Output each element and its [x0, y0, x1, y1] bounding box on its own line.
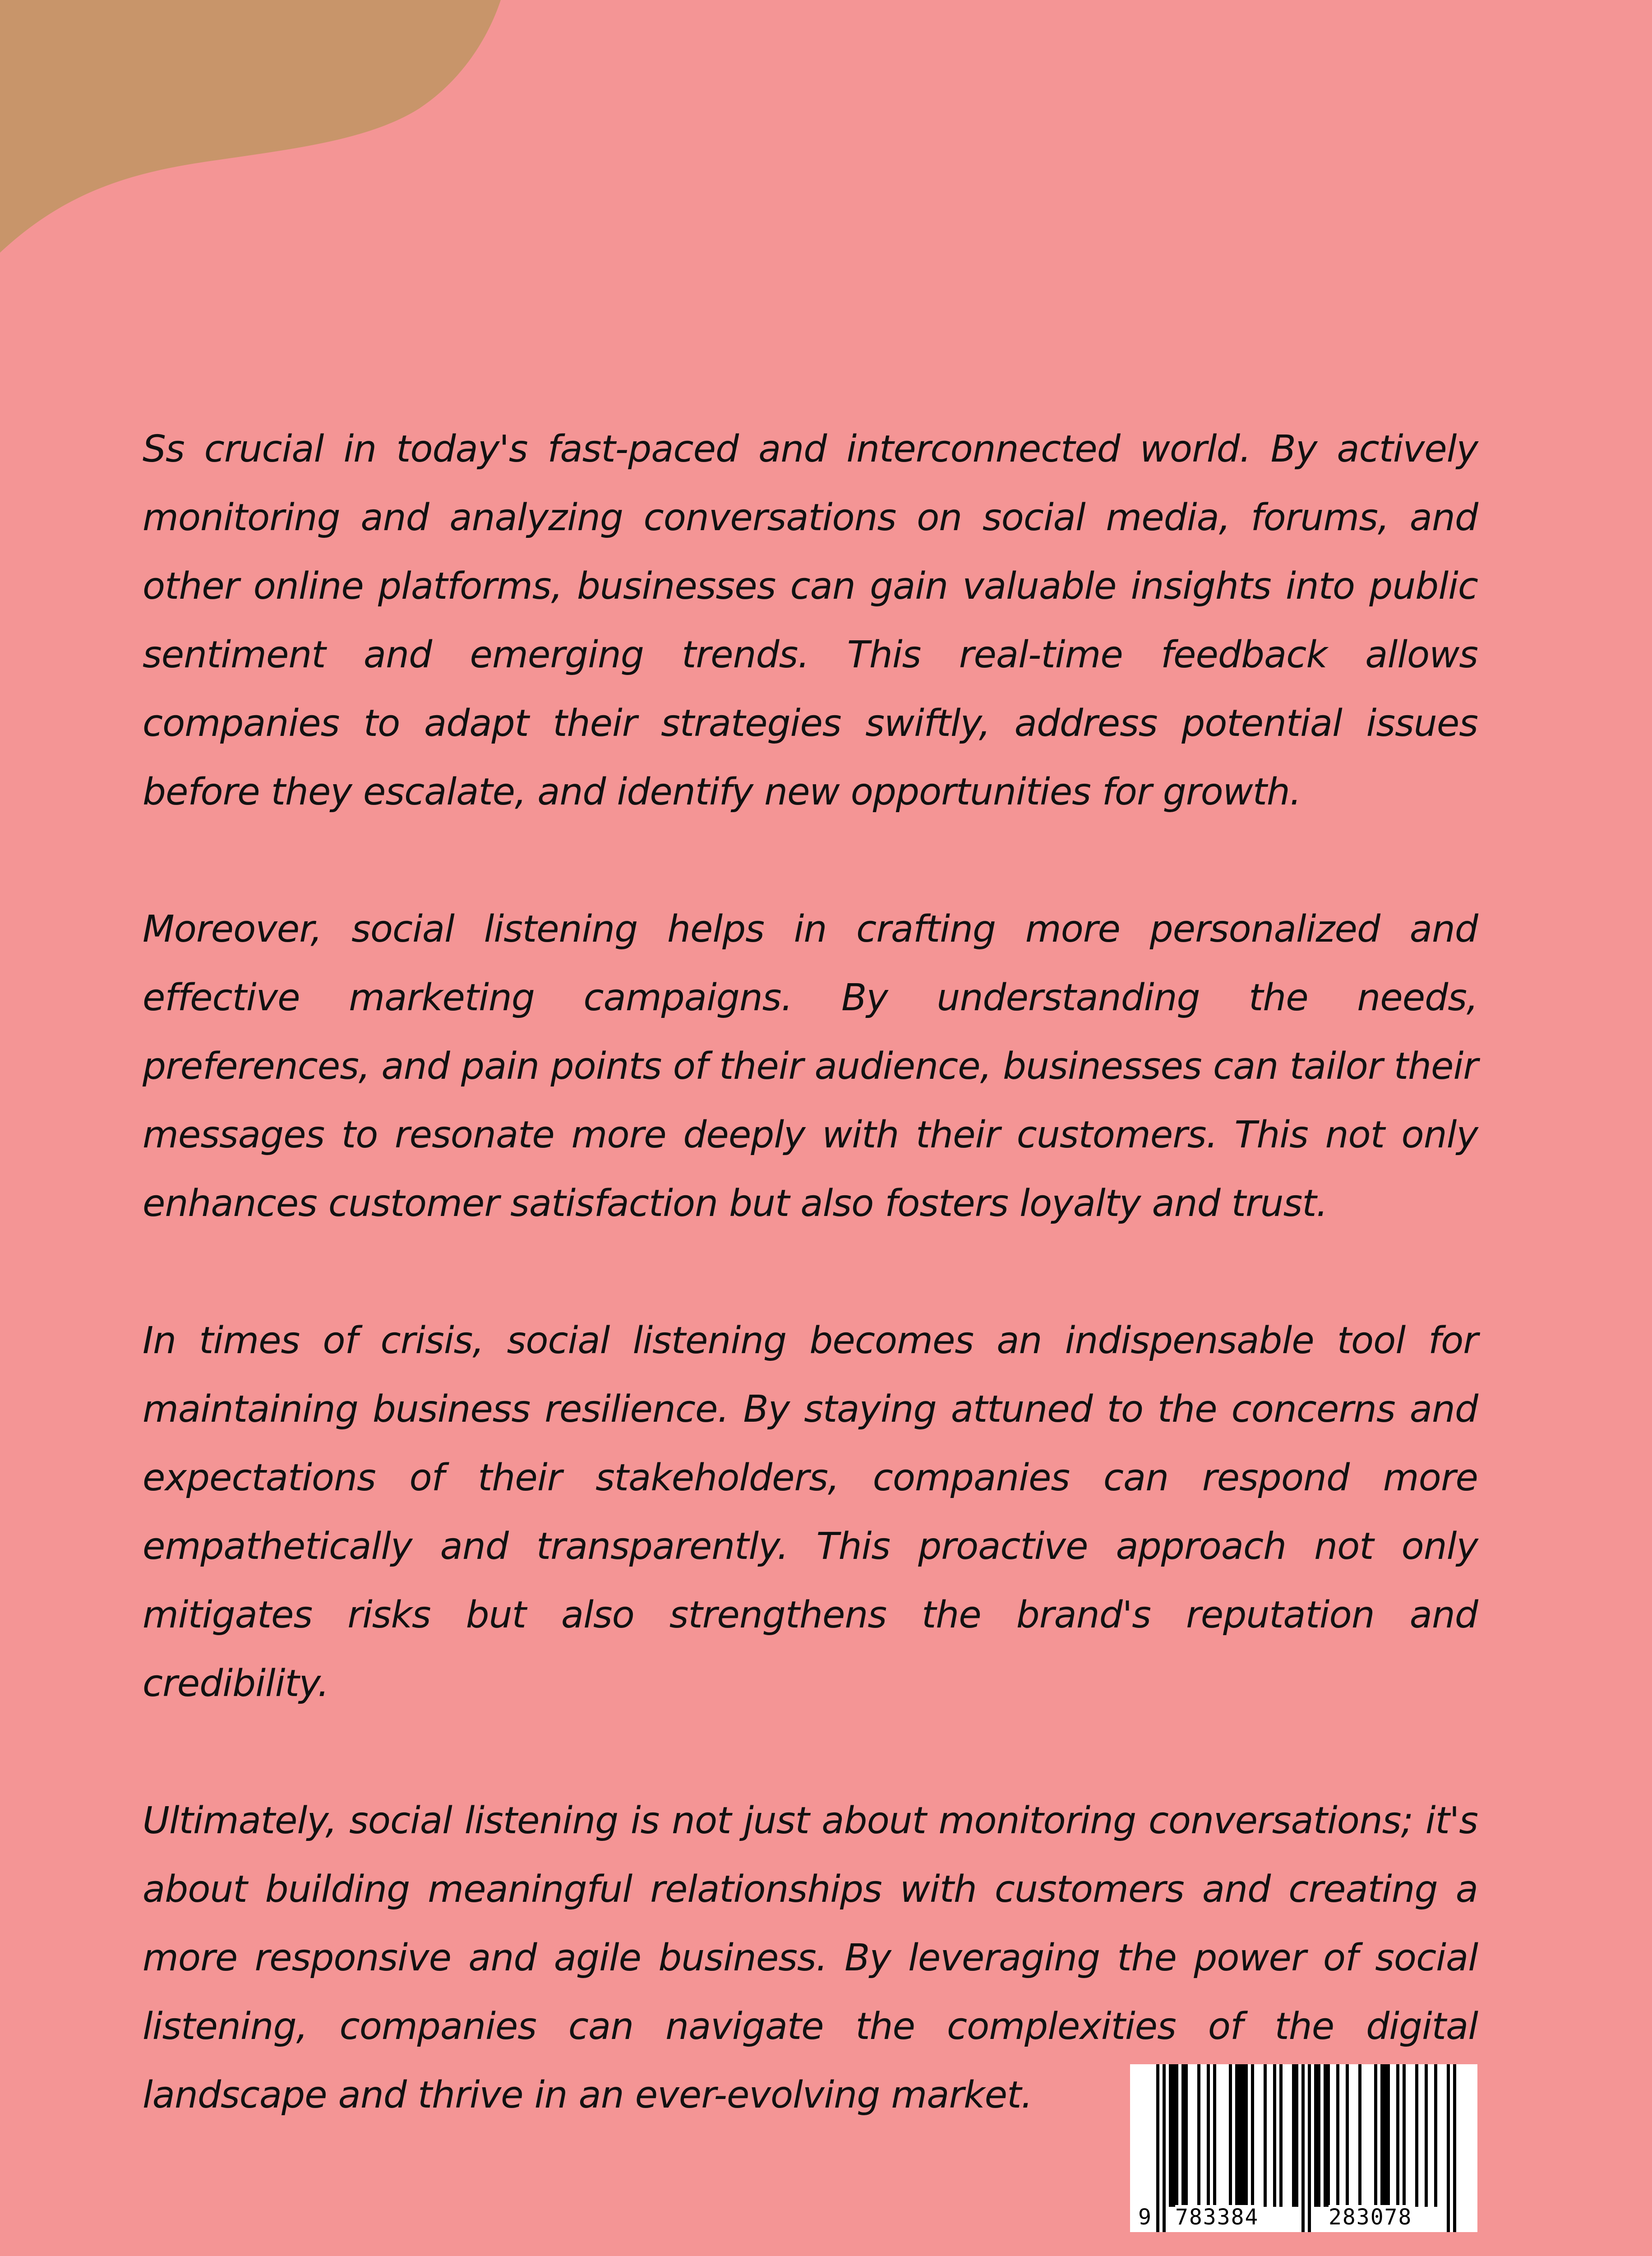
- corner-blob-decoration: [0, 0, 541, 271]
- barcode-right-group: 283078: [1329, 2205, 1412, 2230]
- barcode-bar: [1207, 2064, 1210, 2207]
- paragraph-4: Ultimately, social listening is not just about monitoring conversations; it's about building meaningful relationships with customers and creating a more responsive and agile business. By leveraging the power of social listening, companies can navigate the complexities of the digital landscape and thrive in an ever-evolving market.: [143, 1799, 1478, 2117]
- barcode-bar: [1241, 2064, 1245, 2207]
- barcode-bar: [1358, 2064, 1361, 2207]
- barcode-bar: [1301, 2064, 1305, 2232]
- barcode-bar: [1336, 2064, 1339, 2207]
- barcode-bar: [1447, 2064, 1450, 2232]
- barcode-bar: [1346, 2064, 1349, 2207]
- barcode-bar: [1229, 2064, 1232, 2207]
- paragraph-1: Ss crucial in today's fast-paced and interconnected world. By actively monitoring and analyzing conversations on social media, forums, and other online platforms, businesses can gain valuable insights into public sentiment and emerging trends. This real-time feedback allows companies to adapt their strategies swiftly, address potential issues before they escalate, and identify new opportunities for growth.: [143, 428, 1478, 814]
- barcode-bar: [1374, 2064, 1377, 2207]
- body-text: [143, 415, 1478, 2198]
- barcode-bar: [1308, 2064, 1311, 2232]
- barcode-bar: [1169, 2064, 1172, 2207]
- barcode-bar: [1235, 2064, 1238, 2207]
- barcode-bar: [1327, 2064, 1330, 2207]
- corner-blob-shape: [0, 0, 501, 253]
- barcode-left-group: 783384: [1175, 2205, 1259, 2230]
- barcode-bar: [1425, 2064, 1428, 2207]
- barcode-bar: [1251, 2064, 1254, 2207]
- barcode-bar: [1245, 2064, 1248, 2207]
- barcode-bar: [1396, 2064, 1399, 2207]
- barcode-bar: [1185, 2064, 1188, 2207]
- barcode-bar: [1317, 2064, 1320, 2207]
- barcode-bar: [1172, 2064, 1175, 2207]
- barcode-bar: [1264, 2064, 1267, 2207]
- paragraph-3: In times of crisis, social listening becomes an indispensable tool for maintaining business resilience. By staying attuned to the concerns and expectations of their stakeholders, companies can respond more empathetically and transparently. This proactive approach not only mitigates risks but also strengthens the brand's reputation and credibility.: [143, 1319, 1478, 1705]
- barcode-bar: [1213, 2064, 1216, 2207]
- barcode-bar: [1403, 2064, 1406, 2207]
- barcode-bar: [1273, 2064, 1276, 2207]
- barcode-bar: [1175, 2064, 1178, 2207]
- barcode-bar: [1156, 2064, 1159, 2232]
- barcode-bar: [1387, 2064, 1390, 2207]
- barcode-bar: [1238, 2064, 1241, 2207]
- barcode-bar: [1295, 2064, 1298, 2207]
- paragraph-2: Moreover, social listening helps in crafting more personalized and effective marketing campaigns. By understanding the needs, preferences, and pain points of their audience, businesses can tailor their messages to resonate more deeply with their customers. This not only enhances customer satisfaction but also fosters loyalty and trust.: [143, 908, 1478, 1225]
- barcode-bar: [1434, 2064, 1437, 2207]
- barcode-bar: [1415, 2064, 1418, 2207]
- barcode-bar: [1279, 2064, 1283, 2207]
- barcode-bar: [1453, 2064, 1456, 2232]
- barcode-bar: [1324, 2064, 1327, 2207]
- barcode-bar: [1181, 2064, 1185, 2207]
- barcode-prefix-digit: 9: [1138, 2205, 1152, 2230]
- barcode-bar: [1314, 2064, 1317, 2207]
- barcode-bar: [1197, 2064, 1200, 2207]
- barcode-bar: [1163, 2064, 1166, 2232]
- barcode-bar: [1384, 2064, 1387, 2207]
- barcode-bar: [1380, 2064, 1384, 2207]
- barcode-bar: [1292, 2064, 1295, 2207]
- isbn-barcode: [1130, 2064, 1477, 2232]
